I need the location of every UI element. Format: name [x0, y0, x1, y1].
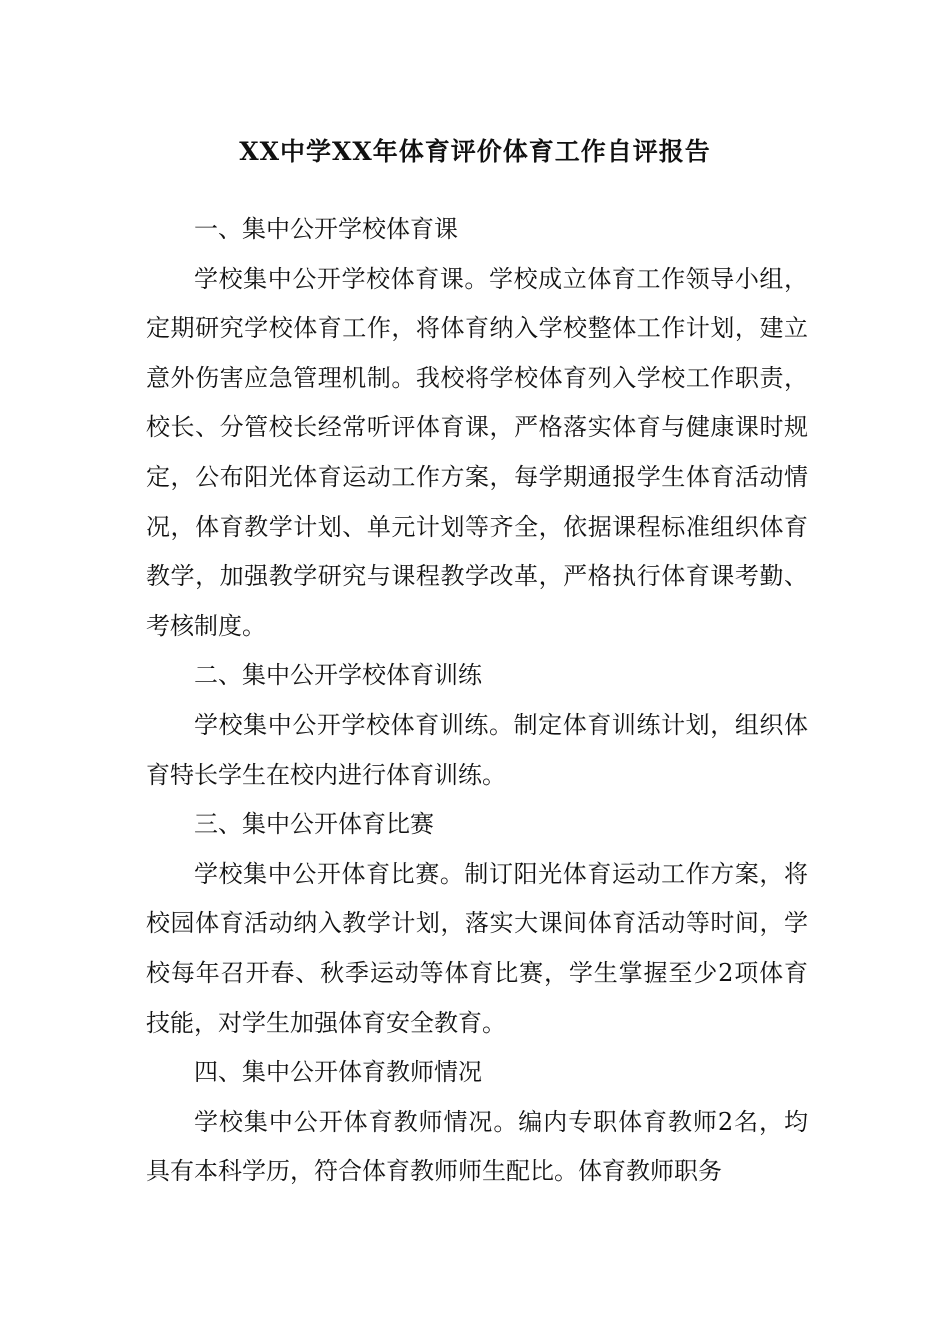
section-paragraph: 学校集中公开体育教师情况。编内专职体育教师2名，均具有本科学历，符合体育教师师生配比。体育教师职务 — [146, 1107, 808, 1186]
section-heading: 二、集中公开学校体育训练 — [194, 661, 482, 690]
section-paragraph: 学校集中公开体育比赛。制订阳光体育运动工作方案，将校园体育活动纳入教学计划，落实大课间体育活动等时间，学校每年召开春、秋季运动等体育比赛，学生掌握至少2项体育技能，对学生加强体育安全教育。 — [146, 859, 808, 1037]
section-heading: 四、集中公开体育教师情况 — [194, 1058, 482, 1087]
section-paragraph: 学校集中公开学校体育训练。制定体育训练计划，组织体育特长学生在校内进行体育训练。 — [146, 710, 808, 789]
document-title: XX中学XX年体育评价体育工作自评报告 — [239, 137, 711, 166]
section-heading: 三、集中公开体育比赛 — [194, 810, 434, 839]
section-heading: 一、集中公开学校体育课 — [194, 215, 458, 243]
document-body — [146, 205, 808, 1197]
section-paragraph: 学校集中公开学校体育课。学校成立体育工作领导小组，定期研究学校体育工作，将体育纳入学校整体工作计划，建立意外伤害应急管理机制。我校将学校体育列入学校工作职责，校长、分管校长经常听评体育课，严格落实体育与健康课时规定，公布阳光体育运动工作方案，每学期通报学生体育活动情况，体育教学计划、单元计划等齐全，依据课程标准组织体育教学，加强教学研究与课程教学改革，严格执行体育课考勤、考核制度。 — [146, 264, 808, 640]
